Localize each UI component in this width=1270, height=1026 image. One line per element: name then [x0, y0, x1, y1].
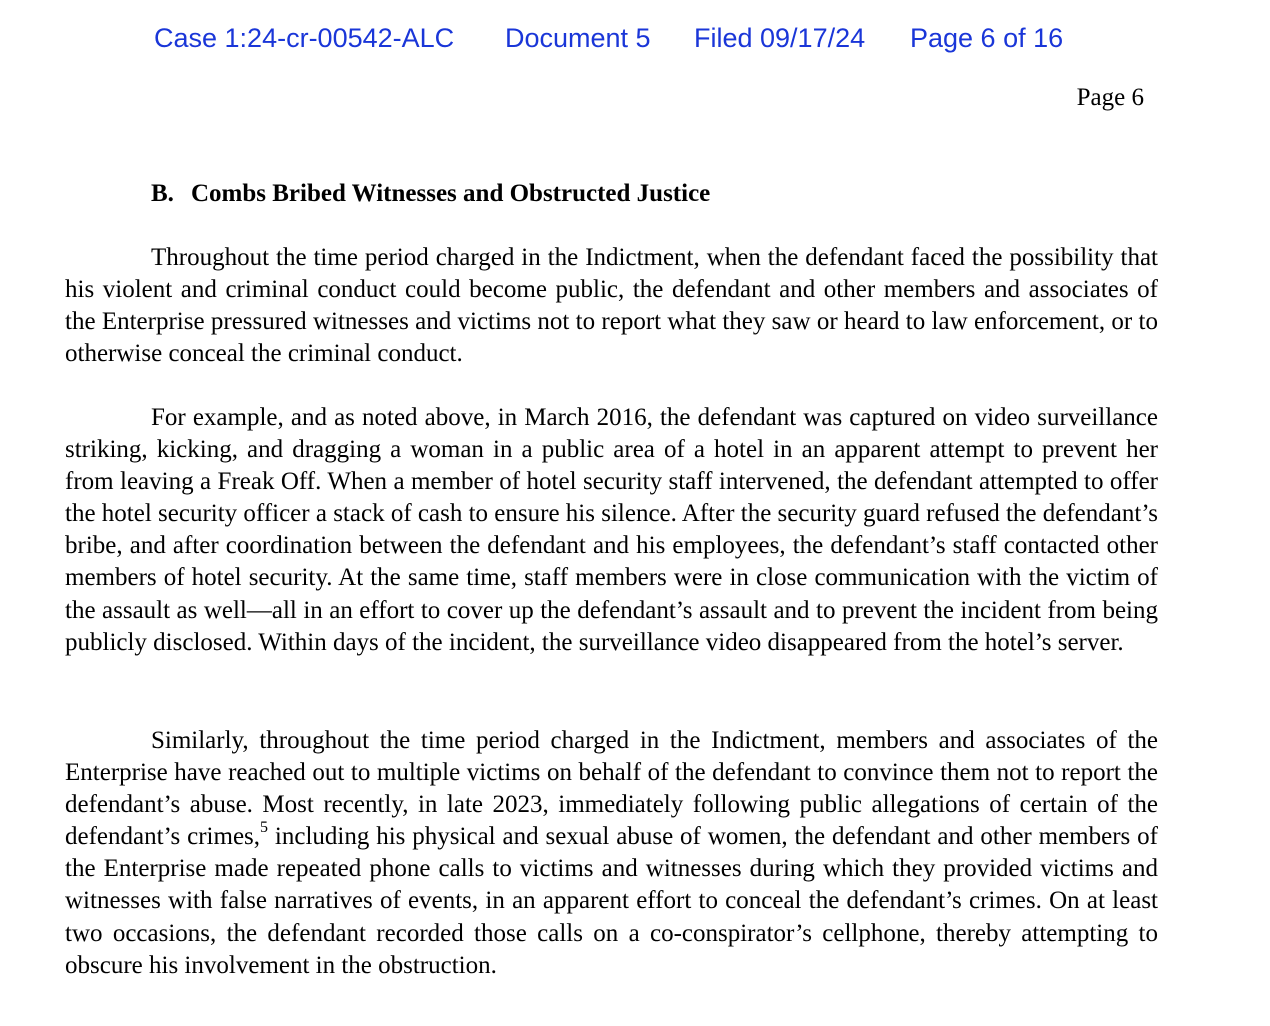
paragraph-1: Throughout the time period charged in the Indictment, when the defendant faced the possibility that his violent and criminal conduct could become public, the defendant and other members and associates of the Enterprise pressured witnesses and victims not to report what they saw or heard to law enforcement, or to otherwise conceal the criminal conduct. [65, 244, 1158, 368]
section-letter: B. [151, 180, 174, 207]
paragraph-3 [65, 725, 1158, 982]
page-label: Page 6 [1076, 84, 1144, 111]
filed-date: Filed 09/17/24 [694, 23, 866, 53]
section-heading [151, 178, 710, 210]
paragraph-3-text-a: Similarly, throughout the time period charged in the Indictment, members and associates of the Enterprise have reached out to multiple victims on behalf of the defendant to convince them not to report the defendant’s abuse. Most recently, in late 2023, immediately following public allegations of certain of the defendant’s crimes, [65, 727, 1158, 851]
paragraph-2: For example, and as noted above, in March 2016, the defendant was captured on video surveillance striking, kicking, and dragging a woman in a public area of a hotel in an apparent attempt to prevent her from leaving a Freak Off. When a member of hotel security staff intervened, the defendant attempted to offer the hotel security officer a stack of cash to ensure his silence. After the security guard refused the defendant’s bribe, and after coordination between the defendant and his employees, the defendant’s staff contacted other members of hotel security. At the same time, staff members were in close communication with the victim of the assault as well—all in an effort to cover up the defendant’s assault and to prevent the incident from being publicly disclosed. Within days of the incident, the surveillance video disappeared from the hotel’s server. [65, 404, 1158, 656]
page-count: Page 6 of 16 [910, 23, 1064, 53]
document-number: Document 5 [505, 23, 651, 53]
paragraph-3-text-b: including his physical and sexual abuse of women, the defendant and other members of the Enterprise made repeated phone calls to victims and witnesses during which they provided victims and witnesses with false narratives of events, in an apparent effort to conceal the defendant’s crimes. On at least two occasions, the defendant recorded those calls on a co-conspirator’s cellphone, thereby attempting to obscure his involvement in the obstruction. [65, 823, 1158, 979]
section-title: Combs Bribed Witnesses and Obstructed Justice [191, 180, 711, 207]
case-number: Case 1:24-cr-00542-ALC [154, 23, 455, 53]
footnote-marker[interactable]: 5 [260, 819, 269, 837]
